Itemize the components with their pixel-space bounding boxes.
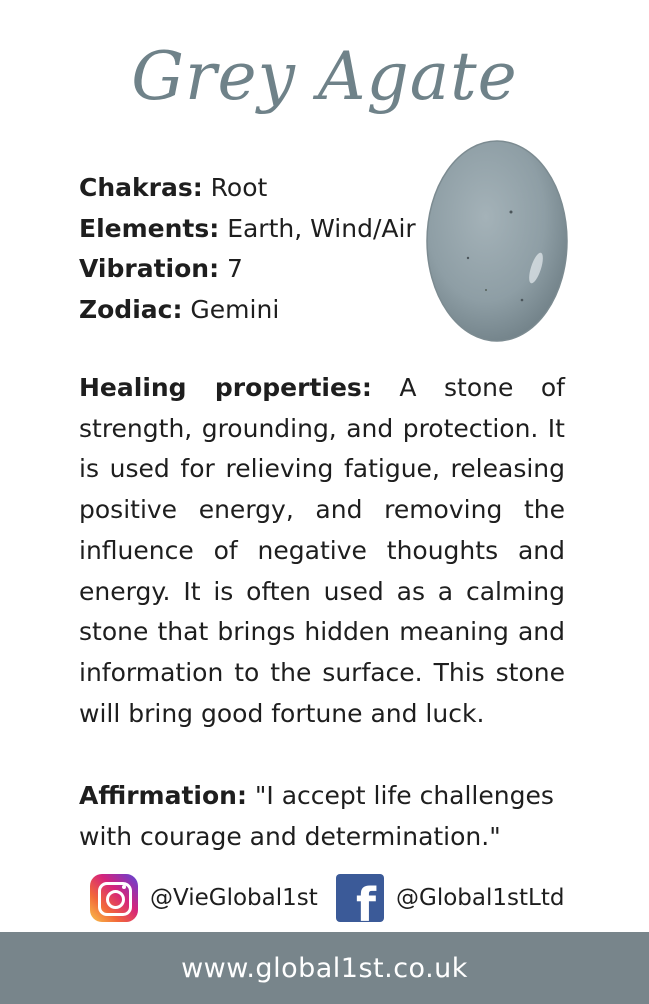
attr-label: Vibration:	[79, 254, 220, 283]
affirmation	[79, 776, 565, 857]
affirmation-text: "I accept life challenges with courage and determination."	[79, 781, 554, 851]
attr-chakras	[79, 168, 416, 209]
attr-value: Earth, Wind/Air	[227, 213, 416, 243]
attr-vibration	[79, 249, 416, 290]
healing-text: A stone of strength, grounding, and protection. It is used for relieving fatigue, releasing positive energy, and removing the influence of negative thoughts and energy. It is often used as a calming stone that brings hidden meaning and information to the surface. This stone will bring good fortune and luck.	[79, 373, 565, 728]
attr-value: 7	[227, 254, 243, 283]
attr-label: Zodiac:	[79, 294, 183, 324]
attr-label: Chakras:	[79, 173, 203, 202]
instagram-link[interactable]	[90, 873, 318, 923]
website-link[interactable]: www.global1st.co.uk	[181, 952, 468, 984]
facebook-handle: @Global1stLtd	[396, 885, 565, 911]
stone-attributes	[79, 168, 416, 330]
healing-properties	[79, 368, 565, 734]
footer-bar	[0, 932, 649, 1004]
attr-label: Elements:	[79, 213, 220, 243]
stone-title: Grey Agate	[131, 38, 518, 115]
facebook-icon: f	[336, 874, 384, 922]
affirmation-label: Affirmation:	[79, 781, 247, 810]
attr-elements	[79, 209, 416, 250]
healing-label: Healing properties:	[79, 373, 372, 402]
instagram-handle: @VieGlobal1st	[150, 885, 318, 911]
instagram-icon	[90, 874, 138, 922]
attr-value: Gemini	[190, 294, 280, 324]
attr-value: Root	[210, 173, 268, 202]
attr-zodiac	[79, 290, 416, 331]
stone-image	[426, 140, 568, 342]
facebook-link[interactable]	[336, 873, 564, 923]
